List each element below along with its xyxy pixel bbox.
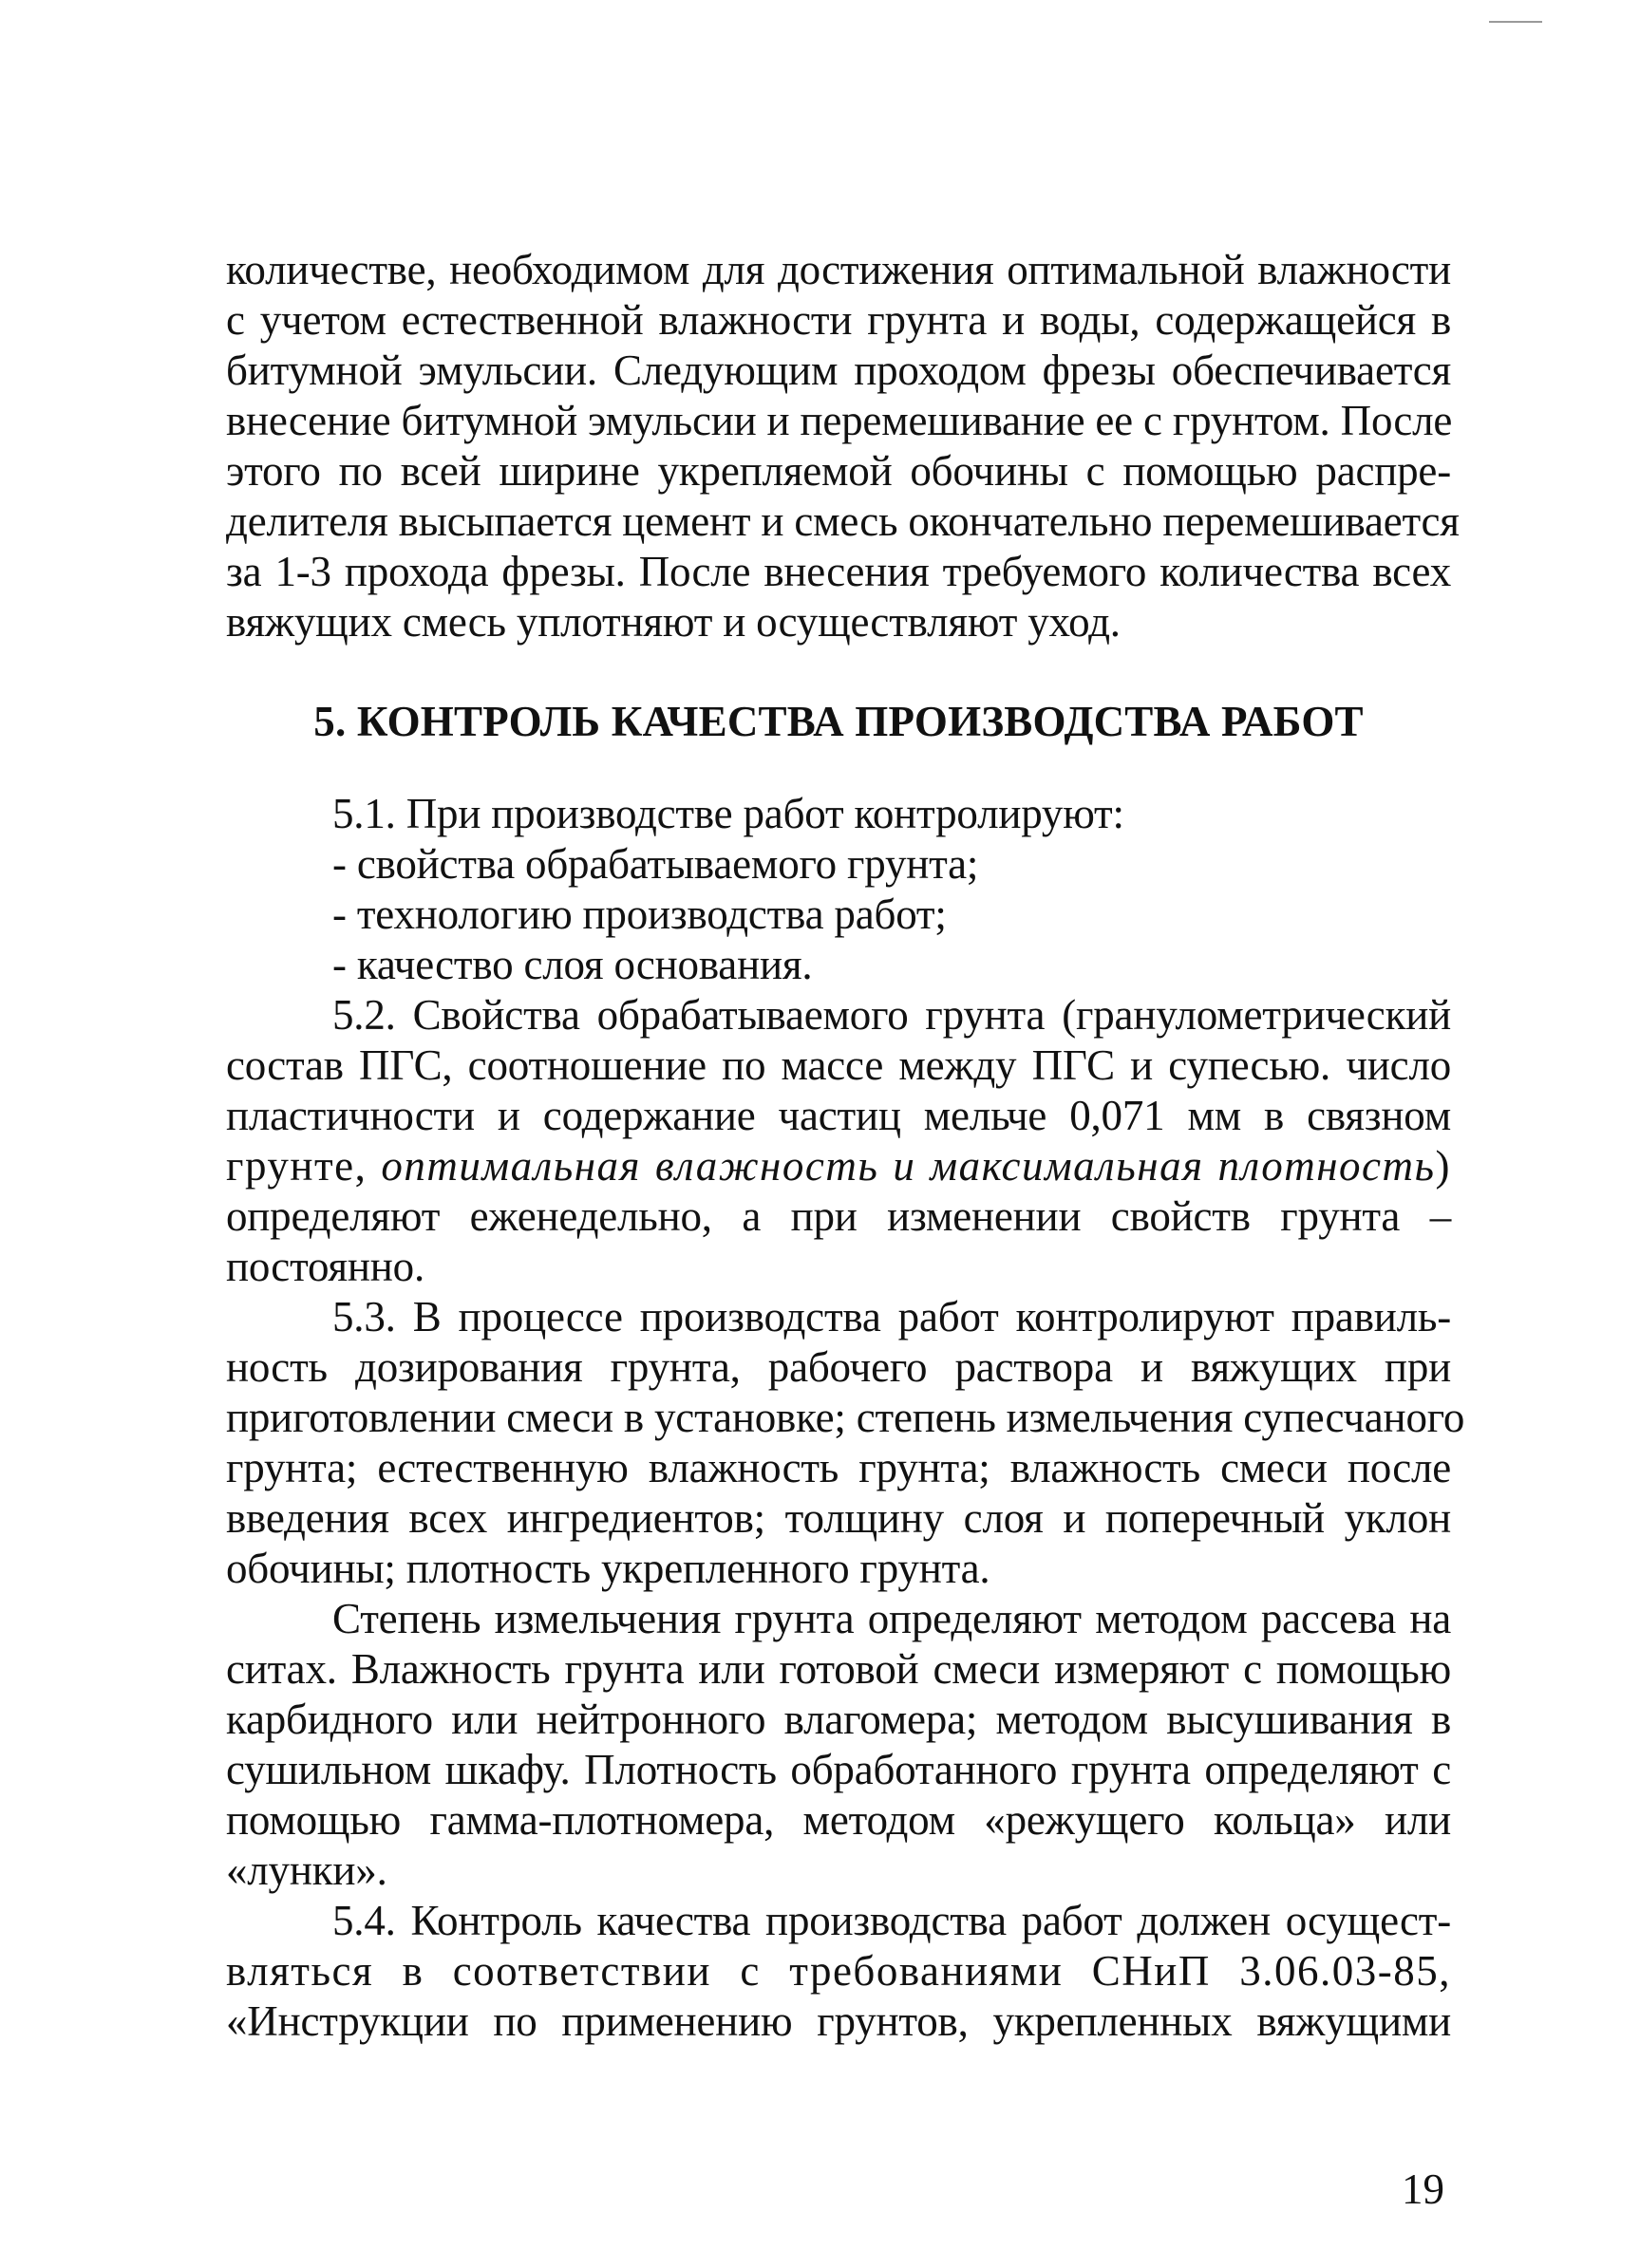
text-line: количестве, необходимом для достижения оптимальной влажности	[226, 246, 1451, 293]
text-line: грунта; естественную влажность грунта; влажность смеси после	[226, 1444, 1451, 1491]
text-line: внесение битумной эмульсии и перемешивание ее с грунтом. После	[226, 397, 1453, 444]
text-line: за 1-3 прохода фрезы. После внесения требуемого количества всех	[226, 548, 1451, 595]
list-item: - технологию производства работ;	[332, 890, 947, 938]
text-line: обочины; плотность укрепленного грунта.	[226, 1545, 990, 1592]
text-line: сушильном шкафу. Плотность обработанного грунта определяют с	[226, 1746, 1451, 1793]
scan-edge-mark	[1489, 21, 1542, 23]
text-line: помощью гамма-плотномера, методом «режущего кольца» или	[226, 1796, 1451, 1844]
text-line	[226, 1141, 1451, 1191]
text-line: «Инструкции по применению грунтов, укрепленных вяжущими	[226, 1997, 1451, 2045]
intro-paragraph	[226, 245, 1460, 647]
text-fragment: грунте,	[226, 1142, 382, 1190]
paragraph-5-4	[226, 1896, 1451, 2047]
page-number: 19	[1402, 2165, 1444, 2213]
text-line: постоянно.	[226, 1243, 425, 1290]
text-line: карбидного или нейтронного влагомера; методом высушивания в	[226, 1696, 1451, 1743]
text-line: ность дозирования грунта, рабочего раствора и вяжущих при	[226, 1343, 1451, 1391]
paragraph-5-2	[226, 990, 1451, 1292]
text-line: с учетом естественной влажности грунта и воды, содержащейся в	[226, 296, 1451, 344]
list-item: - свойства обрабатываемого грунта;	[332, 840, 979, 888]
section-heading: 5. КОНТРОЛЬ КАЧЕСТВА ПРОИЗВОДСТВА РАБОТ	[313, 698, 1364, 745]
text-line: вляться в соответствии с требованиями СНиП 3.06.03-85,	[226, 1947, 1451, 1995]
text-line: битумной эмульсии. Следующим проходом фрезы обеспечивается	[226, 347, 1451, 394]
text-fragment: )	[1435, 1142, 1451, 1190]
list-item: - качество слоя основания.	[332, 941, 813, 988]
paragraph-methods	[226, 1594, 1451, 1896]
text-line: 5.3. В процессе производства работ контролируют правиль-	[332, 1293, 1451, 1340]
text-line: вяжущих смесь уплотняют и осуществляют уход.	[226, 598, 1121, 646]
page-body	[226, 245, 1465, 2047]
text-line: приготовлении смеси в установке; степень измельчения супесчаного	[226, 1394, 1465, 1441]
text-line: делителя высыпается цемент и смесь окончательно перемешивается	[226, 497, 1460, 545]
text-line: состав ПГС, соотношение по массе между ПГС и супесью. число	[226, 1041, 1451, 1089]
paragraph-5-3	[226, 1292, 1465, 1594]
text-line: 5.1. При производстве работ контролируют:	[332, 790, 1124, 837]
text-line: ситах. Влажность грунта или готовой смеси измеряют с помощью	[226, 1645, 1451, 1693]
text-line: введения всех ингредиентов; толщину слоя и поперечный уклон	[226, 1494, 1451, 1542]
text-line: 5.2. Свойства обрабатываемого грунта (гранулометрический	[332, 991, 1451, 1039]
text-line: пластичности и содержание частиц мельче 0,071 мм в связном	[226, 1092, 1451, 1139]
paragraph-5-1	[226, 789, 1451, 990]
text-line: 5.4. Контроль качества производства работ должен осущест-	[332, 1897, 1451, 1944]
text-line: определяют еженедельно, а при изменении свойств грунта –	[226, 1192, 1451, 1240]
text-line: Степень измельчения грунта определяют методом рассева на	[332, 1595, 1451, 1642]
italic-fragment: оптимальная влажность и максимальная плотность	[381, 1142, 1436, 1190]
text-line: этого по всей ширине укрепляемой обочины с помощью распре-	[226, 447, 1451, 495]
text-line: «лунки».	[226, 1846, 387, 1894]
